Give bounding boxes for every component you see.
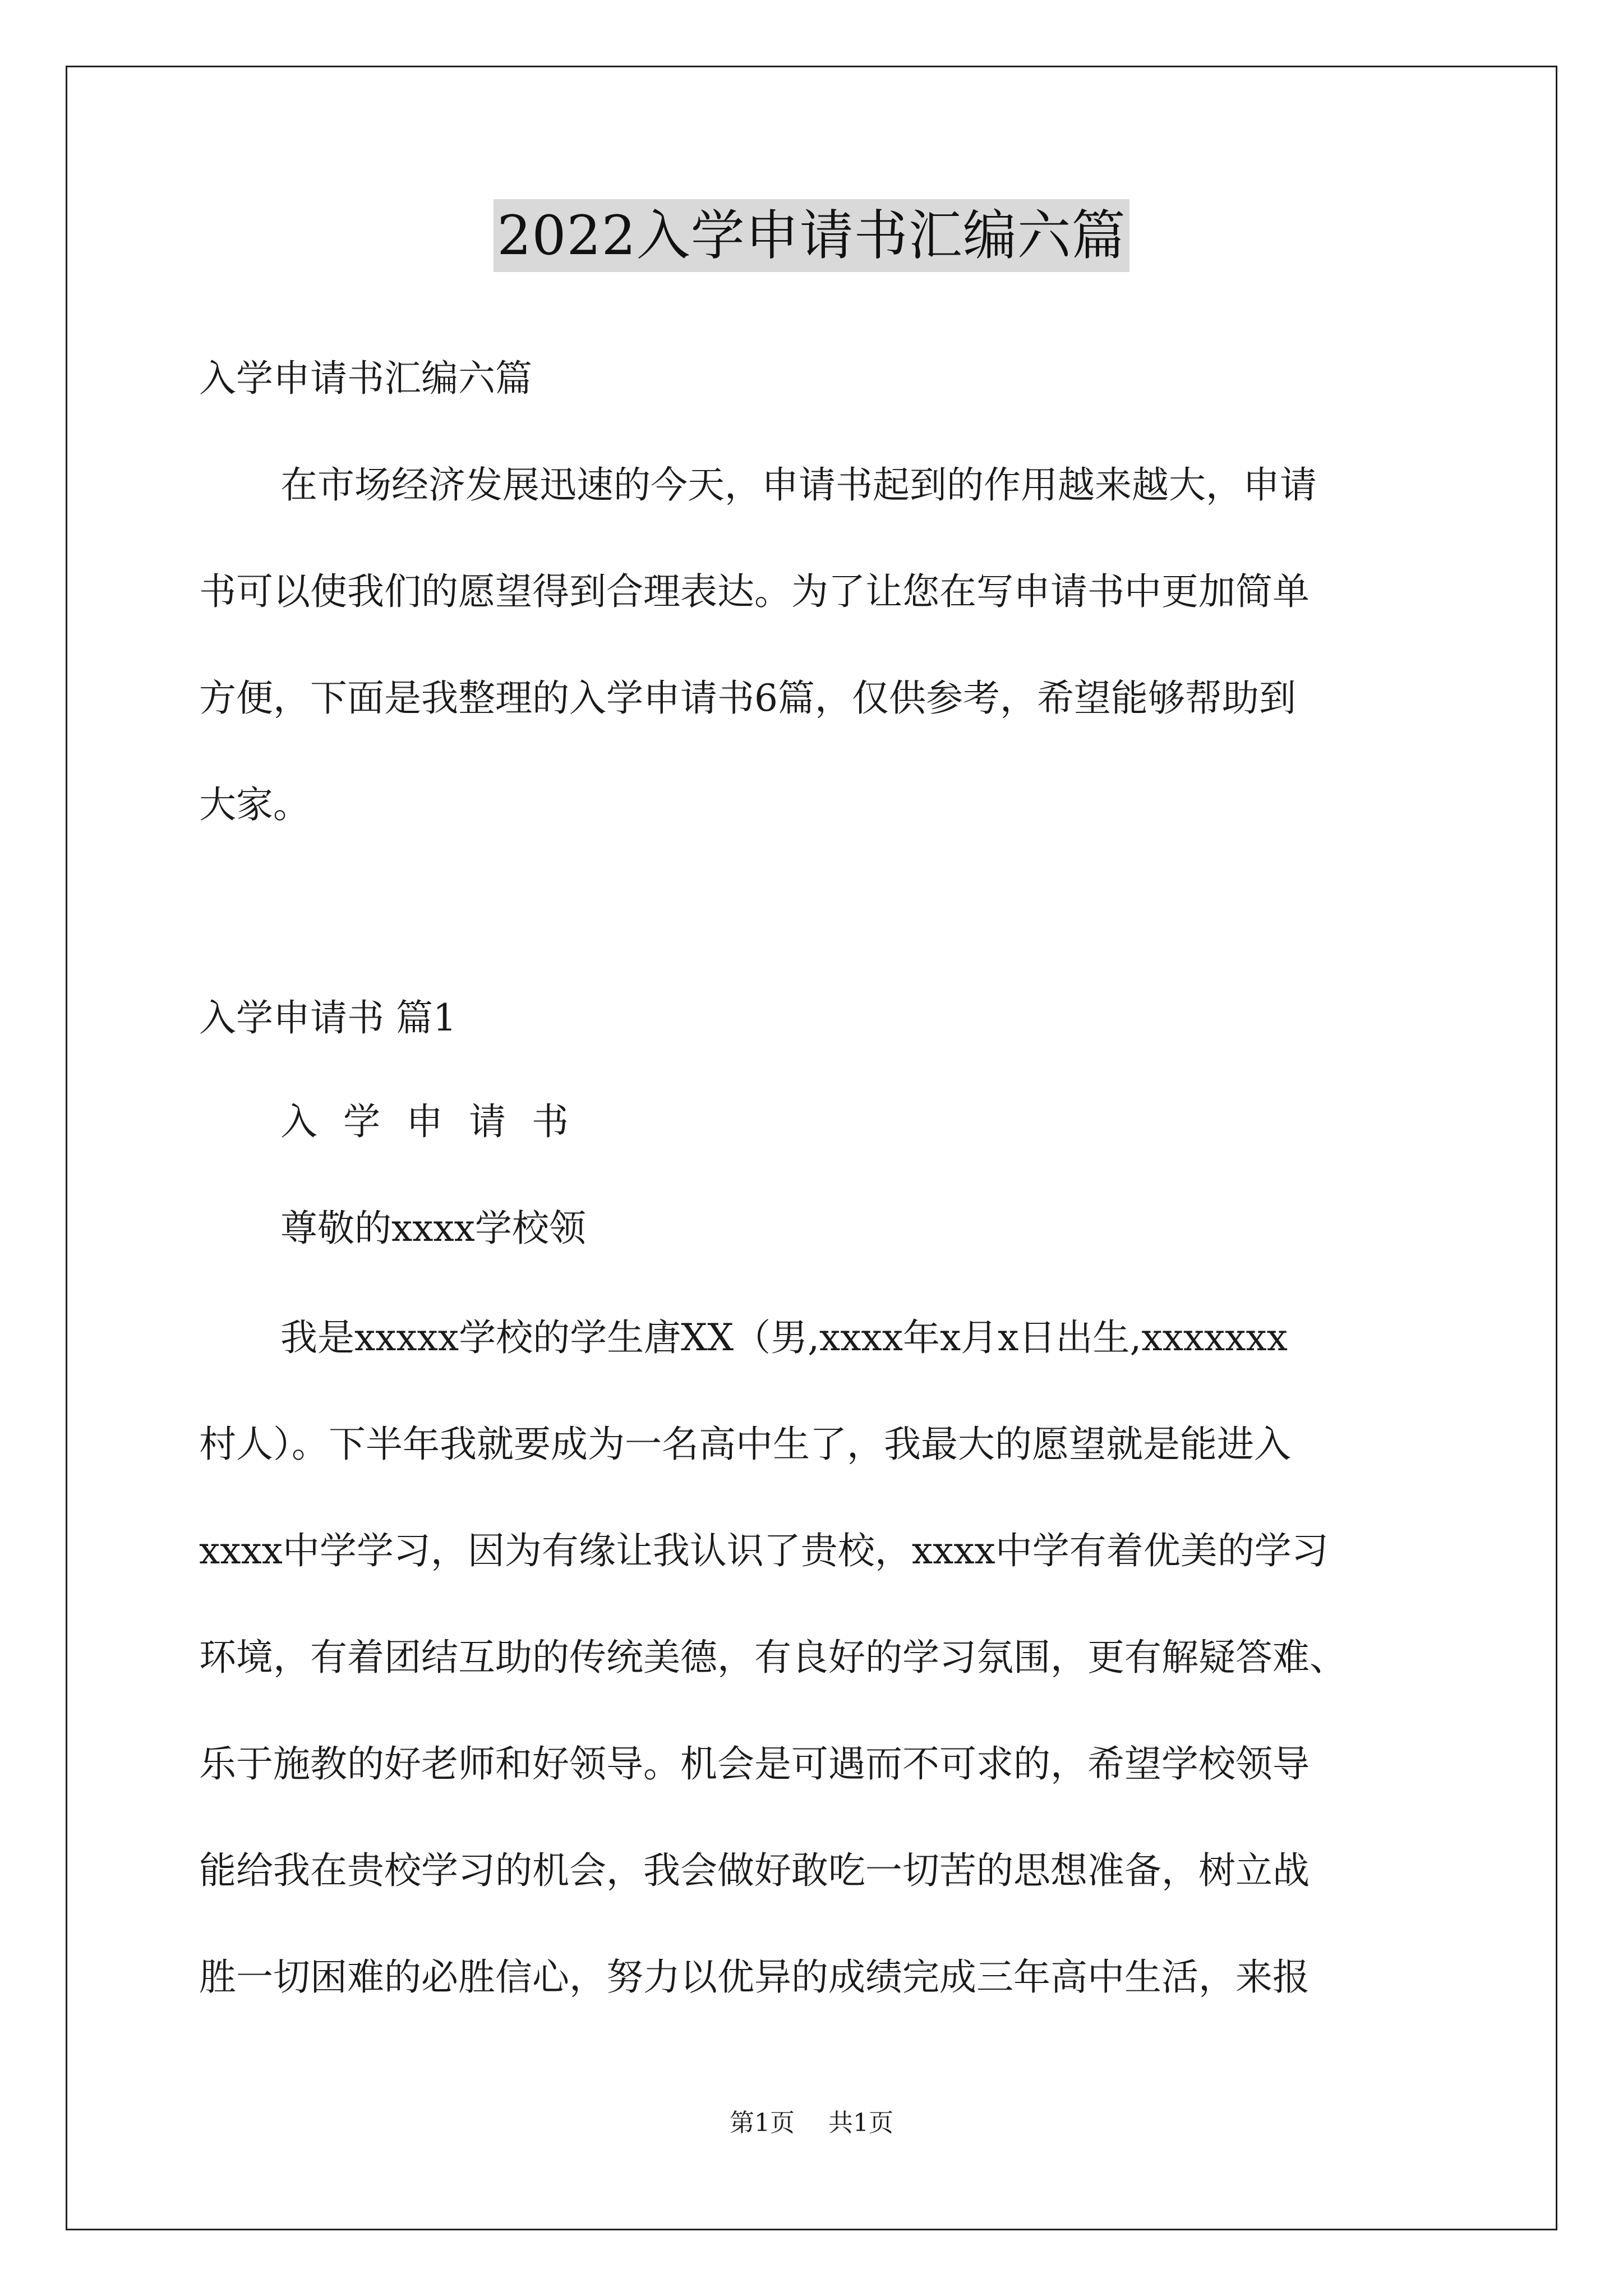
letter-heading: 入学申请书 <box>280 1100 594 1143</box>
page-total: 共1页 <box>828 2109 893 2137</box>
section-heading: 入学申请书 篇1 <box>199 996 457 1039</box>
intro-line: 方便，下面是我整理的入学申请书6篇，仅供参考，希望能够帮助到 <box>199 677 1296 720</box>
body-line: 胜一切困难的必胜信心，努力以优异的成绩完成三年高中生活，来报 <box>199 1955 1310 1999</box>
salutation: 尊敬的xxxx学校领 <box>280 1207 586 1250</box>
document-title: 2022入学申请书汇编六篇 <box>494 199 1129 272</box>
page-footer <box>0 2106 1623 2140</box>
page-current: 第1页 <box>730 2109 795 2137</box>
body-line: 环境，有着团结互助的传统美德，有良好的学习氛围，更有解疑答难、 <box>199 1636 1347 1679</box>
title-container <box>0 199 1623 272</box>
body-line: 乐于施教的好老师和好领导。机会是可遇而不可求的，希望学校领导 <box>199 1742 1310 1786</box>
body-line: 我是xxxxx学校的学生唐XX（男,xxxx年x月x日出生,xxxxxxx <box>280 1316 1288 1359</box>
intro-line: 在市场经济发展迅速的今天，申请书起到的作用越来越大，申请 <box>280 463 1317 507</box>
intro-line: 大家。 <box>199 783 310 826</box>
body-line: 村人）。下半年我就要成为一名高中生了，我最大的愿望就是能进入 <box>199 1423 1291 1466</box>
body-line: 能给我在贵校学习的机会，我会做好敢吃一切苦的思想准备，树立战 <box>199 1849 1310 1892</box>
body-line: xxxx中学学习，因为有缘让我认识了贵校，xxxx中学有着优美的学习 <box>199 1529 1329 1572</box>
document-subtitle: 入学申请书汇编六篇 <box>199 357 532 400</box>
intro-line: 书可以使我们的愿望得到合理表达。为了让您在写申请书中更加简单 <box>199 570 1310 613</box>
